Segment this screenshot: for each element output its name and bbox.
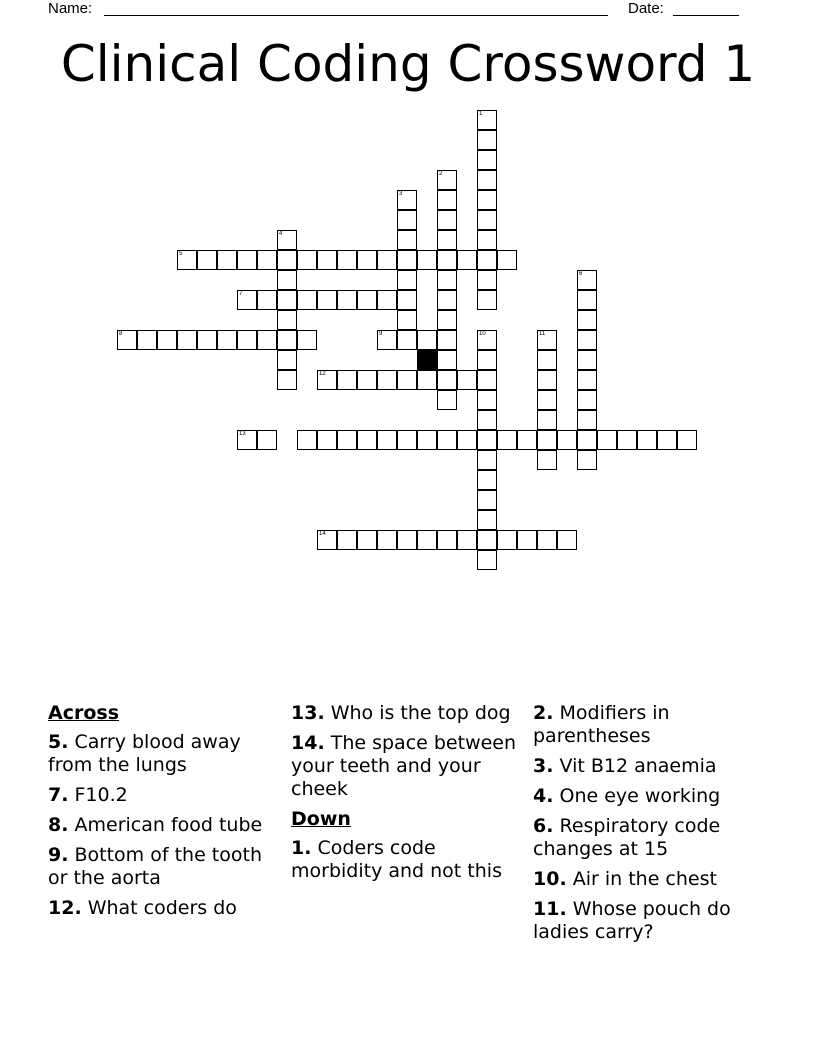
across-clue-list xyxy=(48,731,278,920)
grid-cell[interactable] xyxy=(577,430,597,450)
clue-number-label: 3. xyxy=(533,755,554,777)
grid-cell[interactable] xyxy=(117,330,137,350)
grid-cell[interactable] xyxy=(437,310,457,330)
clue-text: Vit B12 anaemia xyxy=(553,755,717,777)
grid-cell[interactable] xyxy=(437,290,457,310)
grid-cell[interactable] xyxy=(597,430,617,450)
grid-cell[interactable] xyxy=(577,310,597,330)
grid-cell[interactable] xyxy=(577,370,597,390)
clue-item xyxy=(533,815,763,861)
grid-cell[interactable] xyxy=(317,370,337,390)
grid-cell[interactable] xyxy=(237,290,257,310)
grid-cell[interactable] xyxy=(277,330,297,350)
clue-item xyxy=(533,755,763,778)
grid-cell[interactable] xyxy=(437,430,457,450)
across-clue-list-continued xyxy=(291,702,521,801)
clue-number: 6 xyxy=(579,271,583,277)
clue-item xyxy=(533,702,763,748)
grid-cell[interactable] xyxy=(357,370,377,390)
grid-cell[interactable] xyxy=(537,350,557,370)
grid-cell[interactable] xyxy=(517,430,537,450)
clue-number: 4 xyxy=(279,231,283,237)
grid-cell[interactable] xyxy=(197,250,217,270)
clue-text: Carry blood away from the lungs xyxy=(48,731,241,776)
grid-cell[interactable] xyxy=(397,370,417,390)
grid-cell[interactable] xyxy=(477,370,497,390)
grid-cell[interactable] xyxy=(457,530,477,550)
grid-cell[interactable] xyxy=(277,270,297,290)
clue-text: One eye working xyxy=(553,785,721,807)
grid-cell[interactable] xyxy=(477,210,497,230)
clue-number: 14 xyxy=(319,531,326,537)
grid-cell[interactable] xyxy=(437,170,457,190)
grid-cell[interactable] xyxy=(357,430,377,450)
clue-number: 13 xyxy=(239,431,246,437)
grid-cell[interactable] xyxy=(357,290,377,310)
clue-number-label: 10. xyxy=(533,868,567,890)
grid-cell[interactable] xyxy=(257,430,277,450)
clue-item xyxy=(291,837,521,883)
grid-cell[interactable] xyxy=(317,530,337,550)
grid-cell[interactable] xyxy=(297,290,317,310)
clue-text: Bottom of the tooth or the aorta xyxy=(48,844,262,889)
grid-cell[interactable] xyxy=(397,430,417,450)
grid-cell[interactable] xyxy=(477,550,497,570)
grid-cell[interactable] xyxy=(477,330,497,350)
grid-cell[interactable] xyxy=(477,350,497,370)
down-header: Down xyxy=(291,808,351,830)
grid-cell[interactable] xyxy=(377,250,397,270)
grid-cell[interactable] xyxy=(477,490,497,510)
grid-cell[interactable] xyxy=(377,290,397,310)
clue-item xyxy=(533,868,763,891)
clue-number: 3 xyxy=(399,191,403,197)
grid-cell[interactable] xyxy=(337,370,357,390)
grid-cell[interactable] xyxy=(337,250,357,270)
grid-cell[interactable] xyxy=(237,330,257,350)
grid-cell[interactable] xyxy=(537,390,557,410)
grid-cell[interactable] xyxy=(377,370,397,390)
grid-cell[interactable] xyxy=(477,410,497,430)
grid-cell[interactable] xyxy=(337,290,357,310)
clue-number: 9 xyxy=(379,331,383,337)
clue-item xyxy=(48,844,278,890)
grid-cell[interactable] xyxy=(157,330,177,350)
grid-cell[interactable] xyxy=(477,290,497,310)
grid-cell[interactable] xyxy=(317,250,337,270)
clue-number: 10 xyxy=(479,331,486,337)
grid-cell[interactable] xyxy=(397,190,417,210)
clue-number: 1 xyxy=(479,111,483,117)
grid-cell[interactable] xyxy=(437,230,457,250)
grid-cell[interactable] xyxy=(497,530,517,550)
grid-cell[interactable] xyxy=(517,530,537,550)
clue-number-label: 7. xyxy=(48,784,69,806)
down-clue-list-continued xyxy=(533,702,763,944)
clue-text: What coders do xyxy=(81,897,237,919)
grid-cell[interactable] xyxy=(477,470,497,490)
grid-cell[interactable] xyxy=(317,430,337,450)
grid-cell[interactable] xyxy=(477,130,497,150)
grid-cell[interactable] xyxy=(417,370,437,390)
clue-item xyxy=(48,731,278,777)
grid-cell[interactable] xyxy=(277,370,297,390)
grid-cell[interactable] xyxy=(637,430,657,450)
grid-cell[interactable] xyxy=(437,270,457,290)
clue-item xyxy=(291,702,521,725)
grid-cell[interactable] xyxy=(477,390,497,410)
grid-cell[interactable] xyxy=(417,430,437,450)
grid-cell[interactable] xyxy=(457,430,477,450)
clue-item xyxy=(48,784,278,807)
clue-number-label: 8. xyxy=(48,814,69,836)
grid-cell[interactable] xyxy=(277,250,297,270)
grid-cell[interactable] xyxy=(437,330,457,350)
clue-text: The space between your teeth and your cheek xyxy=(291,732,517,800)
grid-cell[interactable] xyxy=(257,290,277,310)
grid-cell[interactable] xyxy=(437,190,457,210)
clue-item xyxy=(533,785,763,808)
grid-cell[interactable] xyxy=(477,230,497,250)
grid-cell[interactable] xyxy=(577,290,597,310)
clues-column-1 xyxy=(48,702,278,927)
grid-cell[interactable] xyxy=(497,250,517,270)
grid-cell[interactable] xyxy=(537,430,557,450)
grid-cell[interactable] xyxy=(417,250,437,270)
grid-cell[interactable] xyxy=(577,330,597,350)
grid-cell[interactable] xyxy=(617,430,637,450)
grid-cell[interactable] xyxy=(477,430,497,450)
grid-cell[interactable] xyxy=(537,450,557,470)
grid-cell[interactable] xyxy=(397,330,417,350)
clue-number-label: 5. xyxy=(48,731,69,753)
grid-cell[interactable] xyxy=(477,190,497,210)
grid-cell[interactable] xyxy=(357,530,377,550)
clue-number-label: 14. xyxy=(291,732,325,754)
grid-cell[interactable] xyxy=(477,250,497,270)
grid-cell[interactable] xyxy=(537,330,557,350)
date-label: Date: xyxy=(628,0,664,17)
grid-cell[interactable] xyxy=(537,370,557,390)
grid-cell[interactable] xyxy=(477,110,497,130)
grid-cell[interactable] xyxy=(257,250,277,270)
grid-cell[interactable] xyxy=(237,430,257,450)
clue-number: 7 xyxy=(239,291,243,297)
grid-cell[interactable] xyxy=(477,450,497,470)
grid-cell[interactable] xyxy=(237,250,257,270)
page-title: Clinical Coding Crossword 1 xyxy=(60,35,756,93)
grid-cell[interactable] xyxy=(217,250,237,270)
grid-cell[interactable] xyxy=(377,430,397,450)
grid-cell[interactable] xyxy=(477,270,497,290)
clue-number-label: 1. xyxy=(291,837,312,859)
grid-cell[interactable] xyxy=(397,290,417,310)
grid-cell[interactable] xyxy=(557,530,577,550)
grid-cell[interactable] xyxy=(397,310,417,330)
grid-cell[interactable] xyxy=(197,330,217,350)
clue-number: 2 xyxy=(439,171,443,177)
grid-cell[interactable] xyxy=(397,530,417,550)
grid-cell[interactable] xyxy=(357,250,377,270)
name-label: Name: xyxy=(48,0,93,17)
grid-cell[interactable] xyxy=(477,170,497,190)
clue-number-label: 9. xyxy=(48,844,69,866)
grid-cell[interactable] xyxy=(657,430,677,450)
clue-number: 8 xyxy=(119,331,123,337)
clues-column-3 xyxy=(533,702,763,951)
across-header: Across xyxy=(48,702,120,724)
grid-cell[interactable] xyxy=(257,330,277,350)
grid-cell[interactable] xyxy=(477,530,497,550)
grid-cell[interactable] xyxy=(437,390,457,410)
grid-cell[interactable] xyxy=(437,350,457,370)
clue-number-label: 6. xyxy=(533,815,554,837)
grid-cell[interactable] xyxy=(217,330,237,350)
grid-cell[interactable] xyxy=(177,330,197,350)
grid-cell[interactable] xyxy=(477,150,497,170)
grid-cell[interactable] xyxy=(137,330,157,350)
grid-cell[interactable] xyxy=(377,330,397,350)
grid-cell[interactable] xyxy=(437,530,457,550)
grid-cell[interactable] xyxy=(577,270,597,290)
clue-text: Coders code morbidity and not this xyxy=(291,837,502,882)
clue-number-label: 4. xyxy=(533,785,554,807)
grid-cell[interactable] xyxy=(537,530,557,550)
grid-cell[interactable] xyxy=(577,350,597,370)
down-clue-list xyxy=(291,837,521,883)
grid-cell[interactable] xyxy=(677,430,697,450)
grid-cell[interactable] xyxy=(497,430,517,450)
grid-cell[interactable] xyxy=(177,250,197,270)
grid-cell[interactable] xyxy=(297,250,317,270)
clue-number: 12 xyxy=(319,371,326,377)
grid-cell[interactable] xyxy=(337,530,357,550)
clue-number-label: 13. xyxy=(291,702,325,724)
clue-text: Air in the chest xyxy=(566,868,717,890)
grid-cell[interactable] xyxy=(457,370,477,390)
clue-item xyxy=(48,814,278,837)
clue-text: Modifiers in parentheses xyxy=(533,702,670,747)
clue-number-label: 11. xyxy=(533,898,567,920)
clue-text: F10.2 xyxy=(68,784,128,806)
clue-item xyxy=(291,732,521,801)
grid-cell[interactable] xyxy=(397,250,417,270)
clue-number-label: 2. xyxy=(533,702,554,724)
grid-block xyxy=(417,350,437,370)
grid-cell[interactable] xyxy=(277,230,297,250)
clue-number-label: 12. xyxy=(48,897,82,919)
grid-cell[interactable] xyxy=(437,210,457,230)
grid-cell[interactable] xyxy=(417,330,437,350)
clue-item xyxy=(533,898,763,944)
grid-cell[interactable] xyxy=(457,250,477,270)
clue-text: American food tube xyxy=(68,814,263,836)
grid-cell[interactable] xyxy=(337,430,357,450)
grid-cell[interactable] xyxy=(437,250,457,270)
clue-item xyxy=(48,897,278,920)
grid-cell[interactable] xyxy=(397,270,417,290)
grid-cell[interactable] xyxy=(397,230,417,250)
grid-cell[interactable] xyxy=(297,330,317,350)
clue-text: Whose pouch do ladies carry? xyxy=(533,898,731,943)
grid-cell[interactable] xyxy=(277,350,297,370)
grid-cell[interactable] xyxy=(277,310,297,330)
clue-number: 11 xyxy=(539,331,546,337)
clue-text: Respiratory code changes at 15 xyxy=(533,815,721,860)
grid-cell[interactable] xyxy=(577,390,597,410)
grid-cell[interactable] xyxy=(577,410,597,430)
grid-cell[interactable] xyxy=(437,370,457,390)
grid-cell[interactable] xyxy=(557,430,577,450)
grid-cell[interactable] xyxy=(477,510,497,530)
clue-number: 5 xyxy=(179,251,183,257)
clues-column-2 xyxy=(291,702,521,890)
grid-cell[interactable] xyxy=(537,410,557,430)
grid-cell[interactable] xyxy=(397,210,417,230)
clue-text: Who is the top dog xyxy=(324,702,511,724)
grid-cell[interactable] xyxy=(577,450,597,470)
grid-cell[interactable] xyxy=(377,530,397,550)
grid-cell[interactable] xyxy=(317,290,337,310)
grid-cell[interactable] xyxy=(417,530,437,550)
grid-cell[interactable] xyxy=(277,290,297,310)
grid-cell[interactable] xyxy=(297,430,317,450)
